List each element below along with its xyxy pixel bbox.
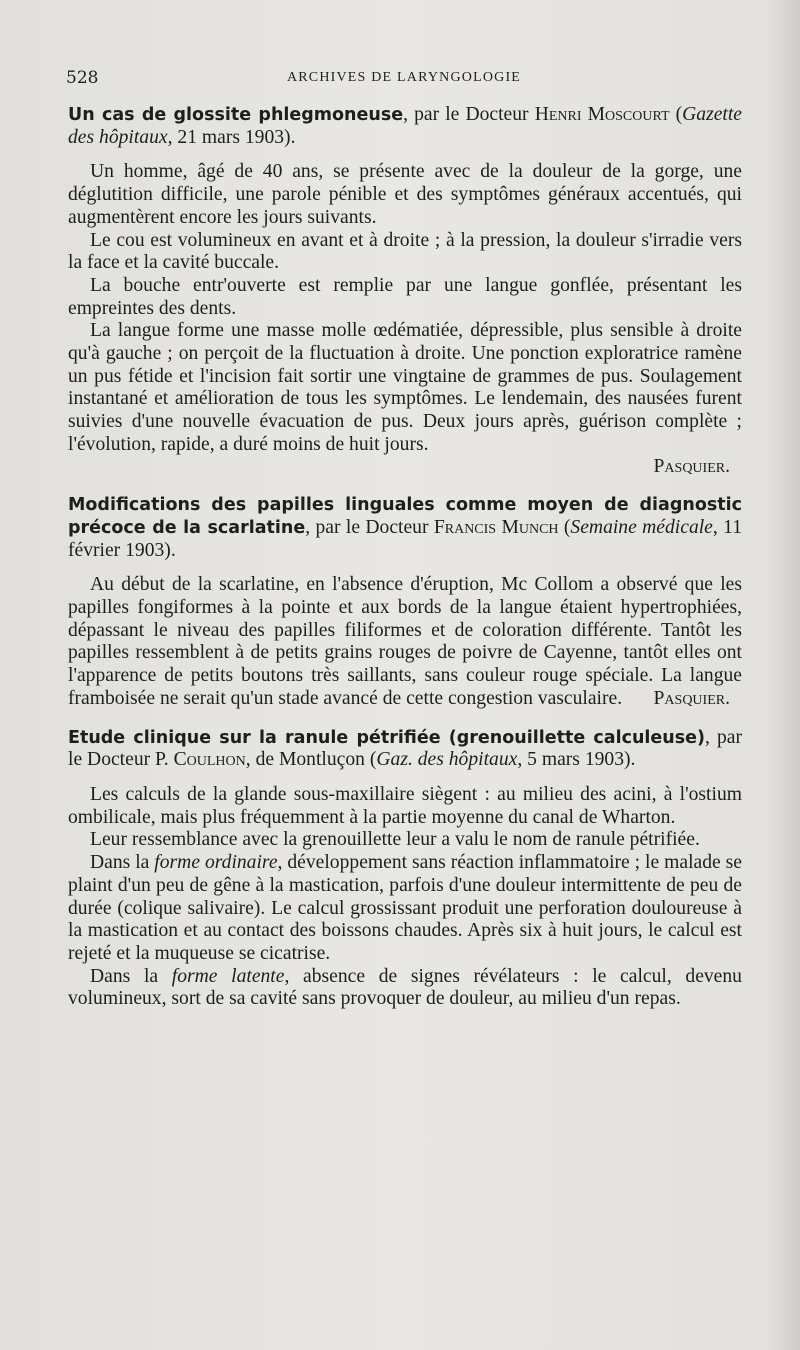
paragraph: Les calculs de la glande sous-maxillaire siègent : au milieu des acini, à l'ostium ombilicale, mais plus fréquemment à la partie moyenne du canal de Wharton. [68, 784, 742, 828]
article-ranule [68, 727, 742, 1011]
article-title-prefix: , par le Docteur [403, 104, 535, 125]
paragraph [68, 852, 742, 966]
article-source-open: , de Montluçon ( [245, 749, 377, 771]
paragraph: Au début de la scarlatine, en l'absence d'éruption, Mc Collom a observé que les papilles fongiformes à la pointe et aux bords de la langue étaient hypertrophiées, dépassant le niveau des papilles filiformes et de coloration différente. Tantôt les papilles ressemblent à de petits grains rouges de poivre de Cayenne, tantôt elles ont l'apparence de petits boutons très saillants, sans couleur rouge spéciale. La langue framboisée ne serait qu'un stade avancé de cette congestion vasculaire. [68, 574, 742, 709]
paragraph: Leur ressemblance avec la grenouillette leur a valu le nom de ranule pétrifiée. [90, 829, 700, 851]
article-source-journal: Gazette des hôpitaux [68, 104, 743, 148]
article-glossite [68, 104, 742, 478]
article-signature: Pasquier. [653, 455, 730, 477]
article-source-date: , 5 mars 1903). [517, 749, 636, 771]
paragraph-emphasis: forme latente [171, 965, 285, 987]
paragraph [68, 966, 742, 1011]
paragraph: La bouche entr'ouverte est remplie par une langue gonflée, présentant les empreintes des dents. [68, 274, 742, 319]
article-title-bold: Etude clinique sur la ranule pétrifiée (grenouillette calculeuse) [68, 727, 706, 748]
paragraph-emphasis: forme ordinaire [154, 852, 278, 874]
article-title [68, 727, 742, 772]
article-source-date: , 11 février 1903). [68, 516, 743, 561]
article-title [68, 494, 742, 562]
page-content [68, 104, 742, 1027]
article-source-date: , 21 mars 1903). [167, 126, 296, 148]
article-source-journal: Gaz. des hôpitaux [376, 749, 518, 771]
article-title [68, 104, 742, 149]
article-author: Coulhon [173, 749, 246, 771]
page-header [66, 68, 742, 90]
paragraph-lead: Dans la [90, 965, 172, 987]
article-author: Henri Moscourt [534, 104, 670, 125]
article-title-bold: Un cas de glossite phlegmoneuse [68, 105, 404, 125]
page-number: 528 [66, 68, 99, 88]
paragraph: Un homme, âgé de 40 ans, se présente avec de la douleur de la gorge, une déglutition difficile, une parole pénible et des symptômes généraux accentués, qui augmentèrent encore les jours suivants. [68, 161, 742, 228]
article-source-journal: Semaine médicale [570, 516, 713, 538]
article-title-bold: Modifications des papilles linguales comme moyen de diagnostic précoce de la scarlatine [68, 495, 742, 538]
paragraph-rest: , développement sans réaction inflammatoire ; le malade se plaint d'un peu de gêne à la mastication, parfois d'une douleur intermittente de peu de durée (colique salivaire). Le calcul grossissant produit une perforation douloureuse à la mastication et au contact des boissons chaudes. Après six à huit jours, le calcul est rejeté et la muqueuse se cicatrise. [68, 852, 742, 964]
article-title-prefix: , par le Docteur P. [68, 726, 742, 771]
article-papilles [68, 494, 742, 710]
paragraph: La langue forme une masse molle œdématiée, dépressible, plus sensible à droite qu'à gauche ; on perçoit de la fluctuation à droite. Une ponction exploratrice ramène un pus fétide et l'incision fait sortir une vingtaine de grammes de pus. Soulagement instantané et amélioration de tous les symptômes. Le lendemain, des nausées furent suivies d'une nouvelle évacuation de pus. Deux jours après, guérison complète ; l'évolution, rapide, a duré moins de huit jours. [68, 320, 742, 455]
article-author: Francis Munch [433, 516, 559, 538]
paragraph: Le cou est volumineux en avant et à droite ; à la pression, la douleur s'irradie vers la face et la cavité buccale. [68, 229, 742, 274]
running-title: ARCHIVES DE LARYNGOLOGIE [286, 70, 522, 85]
article-source-open: ( [669, 104, 683, 125]
article-source-open: ( [558, 516, 571, 538]
paragraph-lead: Dans la [90, 852, 155, 874]
paragraph-rest: , absence de signes révélateurs : le calcul, devenu volumineux, sort de sa cavité sans provoquer de douleur, au milieu d'un repas. [68, 965, 742, 1010]
article-signature: Pasquier. [653, 687, 730, 709]
article-title-prefix: , par le Docteur [305, 516, 434, 538]
